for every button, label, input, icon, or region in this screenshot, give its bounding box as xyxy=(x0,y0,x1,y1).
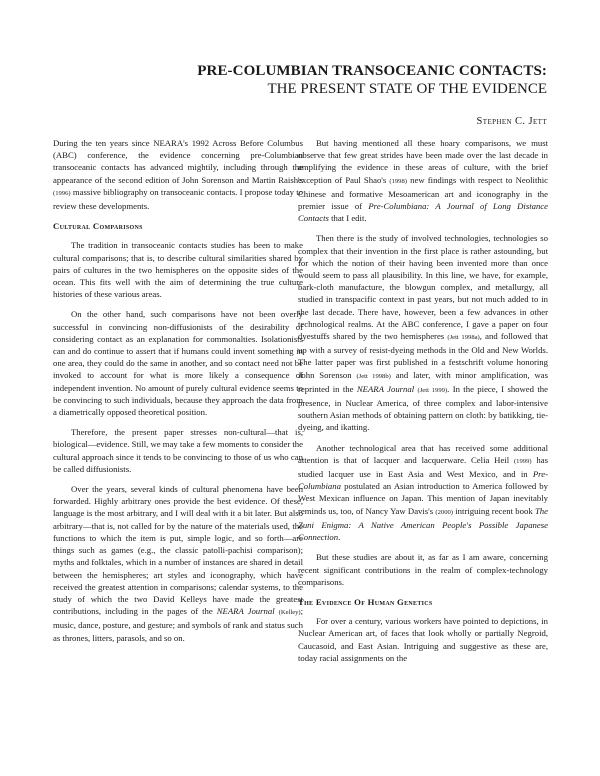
citation-heil: (1999) xyxy=(513,457,532,465)
title-main: PRE-COLUMBIAN TRANSOCEANIC CONTACTS: xyxy=(197,63,547,79)
text-run: has studied lacquer use in East Asia and West Mexico, and in xyxy=(298,454,548,480)
citation-jett-1999: (Jett 1999) xyxy=(417,386,448,394)
text-run: . In the piece, I showed the presence, in Nuclear America, of three complex and labor-intensive southern Asian methods of obtaining pattern on cloth: by batikking, tie-dyeing, and ikatting. xyxy=(298,383,548,433)
citation-jett-1998a: (Jett 1998a) xyxy=(447,334,480,342)
paragraph xyxy=(298,442,548,544)
paragraph: On the other hand, such comparisons have not been overly successful in convincing non-diffusionists of the desirability of considering contact as an explanation for commonalties. Isolationists can and do continue to assert that if humans could invent something in one area, they could do the same in another, and so contact need not be invoked to account for what is more likely a consequence of independent invention. No amount of purely cultural evidence seems to be convincing to such individuals, because they approach the data from a diametrically opposed theoretical position. xyxy=(53,309,303,418)
paragraph: For over a century, various workers have pointed to depictions, in Nuclear American art, of faces that look wholly or partially Negroid, Caucasoid, and East Asian. Intriguing and suggestive as these are, today racial assignments on the xyxy=(298,616,548,663)
journal-title: NEARA Journal xyxy=(356,383,415,394)
text-run: that I edit. xyxy=(328,213,367,224)
author-name: Stephen C. Jett xyxy=(476,116,547,127)
paragraph: The tradition in transoceanic contacts studies has been to make cultural comparisons; that is, to describe cultural similarities shared by pairs of cultures in the two hemispheres on the opposite sides of the ocean. This fits well with the aim of determining the true culture histories of these various areas. xyxy=(53,240,303,300)
section-heading-cultural-comparisons: Cultural Comparisons xyxy=(53,221,143,232)
title-subtitle: THE PRESENT STATE OF THE EVIDENCE xyxy=(267,81,547,97)
paragraph xyxy=(298,137,548,224)
intro-paragraph xyxy=(53,137,303,212)
right-column xyxy=(298,137,548,672)
text-run: Then there is the study of involved technologies, technologies so complex that their invention in the first place is rather astounding, but for which the notion of their having been invented more than once would seem to pass all plausibility. In this line, we have, for example, bark-cloth manufacture, the blowgun complex, and metallurgy, all studied in transpacific context in past years, but not much added to in the last decade. There have, however, been a few advances in other technological realms. At the ABC conference, I gave a paper on four dyestuffs shared by the two hemispheres xyxy=(298,233,548,342)
paragraph: But these studies are about it, as far as I am aware, concerning recent significant contributions in the realm of complex-technology comparisons. xyxy=(298,552,548,587)
text-run: . xyxy=(338,532,341,543)
paragraph xyxy=(298,232,548,433)
journal-title: NEARA Journal xyxy=(216,606,275,617)
paragraph: Therefore, the present paper stresses non-cultural—that is, biological—evidence. Still, we may take a few moments to consider the cultural approach since it tends to be convincing to those of us who can be called diffusionists. xyxy=(53,427,303,474)
text-run: Over the years, several kinds of cultural phenomena have been forwarded. Highly arbitrary ones provide the best evidence. Of these, language is the most arbitrary, and I will deal with it a bit later. But also arbitrary—that is, not called for by the nature of the materials used, the functions to which the item is put, simple logic, and so forth—are things such as games (e.g., the classic patolli-pachisi comparison); myths and folktales, which in a number of instances are shared in detail between the hemispheres; art styles and iconography, which have received the greatest attention in comparisons; calendar systems, to the study of which the two David Kelleys have made the greatest contributions, including in the pages of the xyxy=(53,484,303,617)
citation-sorenson-raish: (1996) xyxy=(53,189,71,197)
left-column xyxy=(53,137,303,652)
text-run: intriguing recent book xyxy=(453,505,535,516)
citation-jett-1998b: (Jett 1998b) xyxy=(356,372,391,380)
text-run: ; music, dance, posture, and gesture; and symbols of rank and status such as thrones, litters, parasols, and so on. xyxy=(53,606,304,643)
text-run: But having mentioned all these hoary comparisons, we must observe that few great strides have been made over the last decade in amplifying the evidence in these areas of culture, with the brief exception of Paul Shao's xyxy=(298,138,548,185)
journal-title: Pre-Columbiana xyxy=(298,469,548,492)
journal-title: Pre-Columbiana: A Journal of Long Distance Contacts xyxy=(298,201,549,224)
text-run: postulated an Asian introduction to America followed by West Mexican influence on Japan. This mention of Japan inevitably reminds us, too, of Nancy Yaw Davis's xyxy=(298,481,548,516)
citation-davis: (2000) xyxy=(435,508,453,516)
text-run: new findings with respect to Neolithic Chinese and formative Mesoamerican art and iconography in the premier issue of xyxy=(298,174,548,212)
citation-shao: (1998) xyxy=(389,177,407,185)
intro-text-1: During the ten years since NEARA's 1992 Across Before Columbus (ABC) conference, the evidence concerning pre-Columbian transoceanic contacts has advanced mightily, including through the appearance of the second edition of John Sorenson and Martin Raish's xyxy=(53,138,303,185)
paragraph xyxy=(53,483,303,644)
article-title xyxy=(87,62,547,98)
citation-kelley: (Kelley) xyxy=(278,609,301,617)
book-title: The Zuni Enigma: A Native American People's Possible Japanese Connection xyxy=(298,505,548,543)
text-run: , and followed that up with a survey of resist-dyeing methods in the Old and New Worlds. The latter paper was first published in a festschrift volume honoring John Sorenson xyxy=(298,331,549,380)
text-run: Another technological area that has received some additional attention is that of lacquer and lacquerware. Celia Heil xyxy=(298,442,548,465)
text-run: and later, with minor amplification, was reprinted in the xyxy=(298,369,548,394)
intro-text-2: massive bibliography on transoceanic contacts. I propose today to review these developments. xyxy=(53,186,303,212)
section-heading-human-genetics: The Evidence Of Human Genetics xyxy=(298,596,433,607)
